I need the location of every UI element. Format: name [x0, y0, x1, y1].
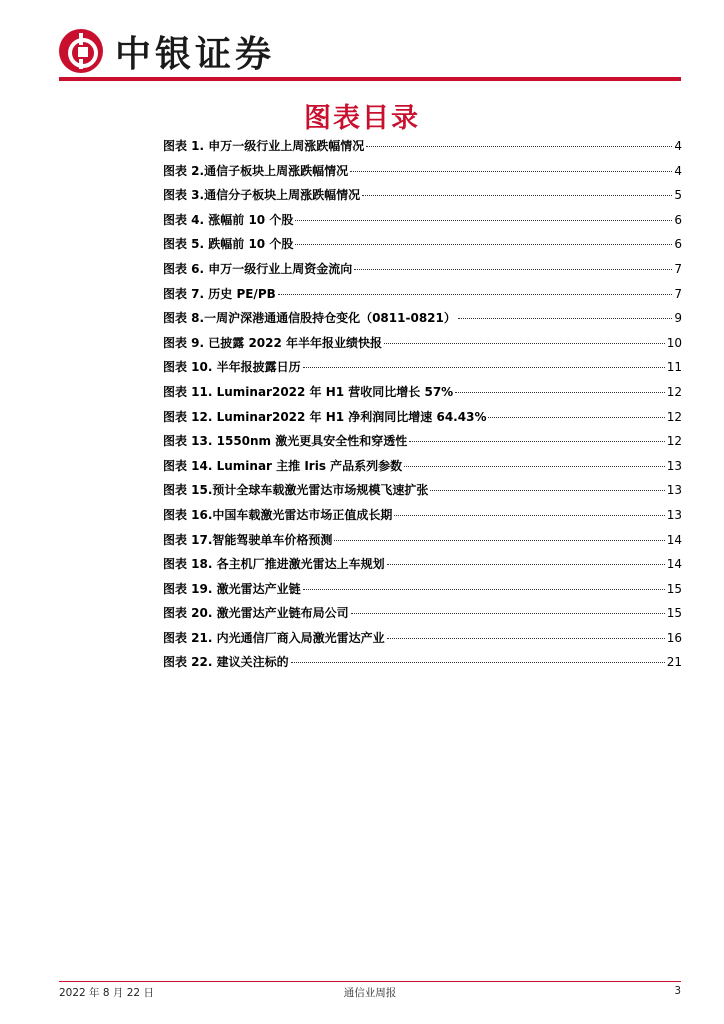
toc-entry-label[interactable]: 图表 15.预计全球车载激光雷达市场规模飞速扩张: [163, 483, 429, 498]
toc-entry[interactable]: [163, 629, 682, 654]
toc-entry[interactable]: [163, 580, 682, 605]
toc-entry-page[interactable]: 16: [666, 630, 682, 645]
toc-leader-dots: [387, 564, 665, 565]
toc-leader-dots: [387, 638, 665, 639]
toc-leader-dots: [303, 589, 665, 590]
toc-leader-dots: [350, 171, 672, 172]
toc-leader-dots: [362, 195, 672, 196]
toc-leader-dots: [366, 146, 672, 147]
toc-entry[interactable]: [163, 457, 682, 482]
toc-leader-dots: [291, 662, 665, 663]
toc-entry[interactable]: [163, 260, 682, 285]
toc-leader-dots: [295, 244, 672, 245]
toc-entry-label[interactable]: 图表 4. 涨幅前 10 个股: [163, 212, 294, 227]
toc-entry-label[interactable]: 图表 12. Luminar2022 年 H1 净利润同比增速 64.43%: [163, 409, 487, 424]
toc-entry[interactable]: [163, 162, 682, 187]
toc-entry-page[interactable]: 15: [666, 581, 682, 596]
toc-entry[interactable]: [163, 285, 682, 310]
toc-entry[interactable]: [163, 531, 682, 556]
toc-entry-label[interactable]: 图表 8.一周沪深港通通信股持仓变化（0811-0821）: [163, 311, 456, 326]
toc-entry-label[interactable]: 图表 2.通信子板块上周涨跌幅情况: [163, 163, 349, 178]
page-title: 图表目录: [304, 103, 420, 134]
toc-entry-label[interactable]: 图表 16.中国车载激光雷达市场正值成长期: [163, 507, 393, 522]
toc-entry-page[interactable]: 7: [674, 286, 682, 301]
header: [59, 26, 275, 76]
toc-entry-label[interactable]: 图表 20. 激光雷达产业链布局公司: [163, 606, 349, 621]
toc-entry-page[interactable]: 11: [666, 360, 682, 375]
toc-leader-dots: [455, 392, 665, 393]
toc-leader-dots: [458, 318, 672, 319]
toc-leader-dots: [404, 466, 665, 467]
toc-entry-page[interactable]: 6: [674, 237, 682, 252]
toc-leader-dots: [384, 343, 665, 344]
toc-entry-label[interactable]: 图表 6. 申万一级行业上周资金流向: [163, 261, 353, 276]
toc-entry[interactable]: [163, 235, 682, 260]
toc-entry-page[interactable]: 6: [674, 212, 682, 227]
bank-of-china-logo-icon: [59, 29, 103, 73]
toc-entry-page[interactable]: 12: [666, 434, 682, 449]
toc-entry[interactable]: [163, 211, 682, 236]
toc-entry-page[interactable]: 5: [674, 188, 682, 203]
toc-entry-label[interactable]: 图表 18. 各主机厂推进激光雷达上车规划: [163, 557, 385, 572]
toc-leader-dots: [351, 613, 665, 614]
footer: [59, 985, 681, 1000]
toc-entry[interactable]: [163, 481, 682, 506]
toc-leader-dots: [394, 515, 664, 516]
toc-entry-page[interactable]: 12: [666, 409, 682, 424]
toc-leader-dots: [303, 367, 665, 368]
footer-divider: [59, 981, 681, 982]
header-divider: [59, 77, 681, 81]
toc-entry-page[interactable]: 10: [666, 335, 682, 350]
toc-entry[interactable]: [163, 604, 682, 629]
toc-entry-page[interactable]: 14: [666, 532, 682, 547]
toc-entry[interactable]: [163, 555, 682, 580]
toc-leader-dots: [295, 220, 672, 221]
toc-entry-label[interactable]: 图表 5. 跌幅前 10 个股: [163, 237, 294, 252]
brand-name: 中银证券: [115, 32, 276, 75]
toc-entry[interactable]: [163, 432, 682, 457]
toc-entry-label[interactable]: 图表 14. Luminar 主推 Iris 产品系列参数: [163, 458, 403, 473]
toc-entry[interactable]: [163, 408, 682, 433]
toc-entry-page[interactable]: 9: [674, 311, 682, 326]
toc-entry[interactable]: [163, 309, 682, 334]
toc-entry-page[interactable]: 21: [666, 655, 682, 670]
toc-entry-label[interactable]: 图表 9. 已披露 2022 年半年报业绩快报: [163, 335, 383, 350]
toc-leader-dots: [488, 417, 664, 418]
toc-entry-page[interactable]: 7: [674, 261, 682, 276]
footer-report-name: 通信业周报: [343, 987, 397, 999]
toc-entry-label[interactable]: 图表 13. 1550nm 激光更具安全性和穿透性: [163, 434, 408, 449]
toc-entry-label[interactable]: 图表 19. 激光雷达产业链: [163, 581, 301, 596]
toc-entry[interactable]: [163, 358, 682, 383]
toc-entry[interactable]: [163, 653, 682, 678]
toc-entry-label[interactable]: 图表 3.通信分子板块上周涨跌幅情况: [163, 188, 361, 203]
toc-entry[interactable]: [163, 137, 682, 162]
toc-entry[interactable]: [163, 383, 682, 408]
toc-leader-dots: [354, 269, 672, 270]
toc-entry-label[interactable]: 图表 22. 建议关注标的: [163, 655, 289, 670]
toc-entry-page[interactable]: 12: [666, 384, 682, 399]
toc-entry[interactable]: [163, 506, 682, 531]
toc-leader-dots: [334, 540, 664, 541]
toc-entry[interactable]: [163, 334, 682, 359]
toc-entry-page[interactable]: 13: [666, 458, 682, 473]
toc-entry-page[interactable]: 14: [666, 557, 682, 572]
toc-leader-dots: [409, 441, 664, 442]
toc-entry-label[interactable]: 图表 10. 半年报披露日历: [163, 360, 301, 375]
toc-entry-label[interactable]: 图表 17.智能驾驶单车价格预测: [163, 532, 333, 547]
toc-entry-label[interactable]: 图表 7. 历史 PE/PB: [163, 286, 276, 301]
toc-entry[interactable]: [163, 186, 682, 211]
toc-entry-page[interactable]: 13: [666, 507, 682, 522]
toc-leader-dots: [430, 490, 664, 491]
toc-entry-page[interactable]: 13: [666, 483, 682, 498]
toc-entry-label[interactable]: 图表 11. Luminar2022 年 H1 营收同比增长 57%: [163, 384, 454, 399]
toc-entry-label[interactable]: 图表 1. 申万一级行业上周涨跌幅情况: [163, 139, 365, 153]
table-of-contents: [163, 137, 682, 678]
toc-leader-dots: [278, 294, 673, 295]
footer-date: 2022 年 8 月 22 日: [59, 987, 154, 999]
toc-entry-page[interactable]: 15: [666, 606, 682, 621]
footer-page-number: 3: [674, 985, 681, 997]
toc-entry-page[interactable]: 4: [674, 163, 682, 178]
toc-entry-label[interactable]: 图表 21. 内光通信厂商入局激光雷达产业: [163, 630, 385, 645]
toc-entry-page[interactable]: 4: [674, 139, 682, 153]
